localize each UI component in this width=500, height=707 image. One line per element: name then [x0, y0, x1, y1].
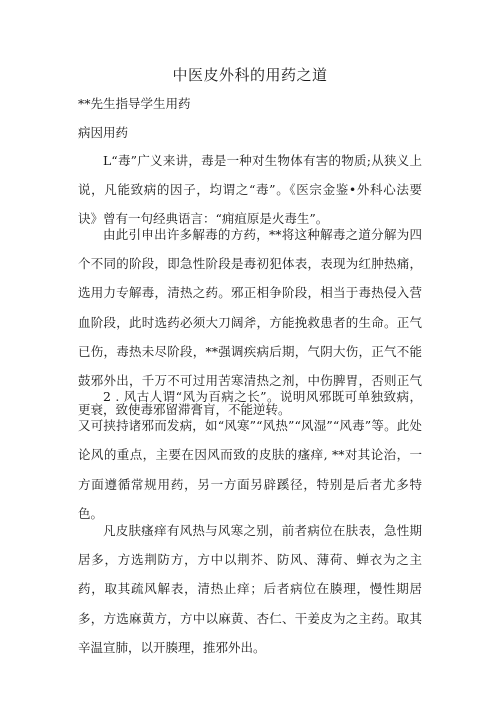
document-title: 中医皮外科的用药之道: [172, 66, 328, 84]
section-heading: 病因用药: [78, 125, 129, 140]
paragraph-wind: 2 . 风古人谓“风为百病之长”。说明风邪既可单独致病，又可挟持诸邪而发病，如“风寒”“风热”“风湿”“风毒”等。此处论风的重点，主要在因风而致的皮肤的瘙痒, **对其论治，一方面遵循常规用药，另一方面另辟蹊径，特别是后者尤多特色。: [78, 389, 422, 521]
paragraph-itching-treatment: 凡皮肤瘙痒有风热与风寒之别，前者病位在肤表，急性期居多，方选荆防方，方中以荆芥、防风、薄荷、蝉衣为之主药，取其疏风解表，清热止痒；后者病位在腠理，慢性期居多，方选麻黄方，方中以麻黄、杏仁、干姜皮为之主药。取其辛温宣肺，以开腠理，推邪外出。: [78, 523, 422, 655]
paragraph-detox-stages: 由此引申出许多解毒的方药，**将这种解毒之道分解为四个不同的阶段，即急性阶段是毒初犯体表，表现为红肿热痛，选用力专解毒，清热之药。邪正相争阶段，相当于毒热侵入营血阶段，此时选药必须大刀阔斧，方能挽救患者的生命。正气已伤，毒热未尽阶段，**强调疾病后期，气阴大伤，正气不能鼓邪外出，千万不可过用苦寒清热之剂，中伤脾胃，否则正气更衰，致使毒邪留滞膏肓，不能逆转。: [78, 227, 422, 418]
paragraph-toxin-definition: L“毒”广义来讲，毒是一种对生物体有害的物质;从狭义上说，凡能致病的因子，均谓之“毒”。《医宗金鉴•外科心法要诀》曾有一句经典语言：“痈疽原是火毒生”。: [78, 153, 422, 227]
document-subtitle: **先生指导学生用药: [78, 96, 191, 111]
